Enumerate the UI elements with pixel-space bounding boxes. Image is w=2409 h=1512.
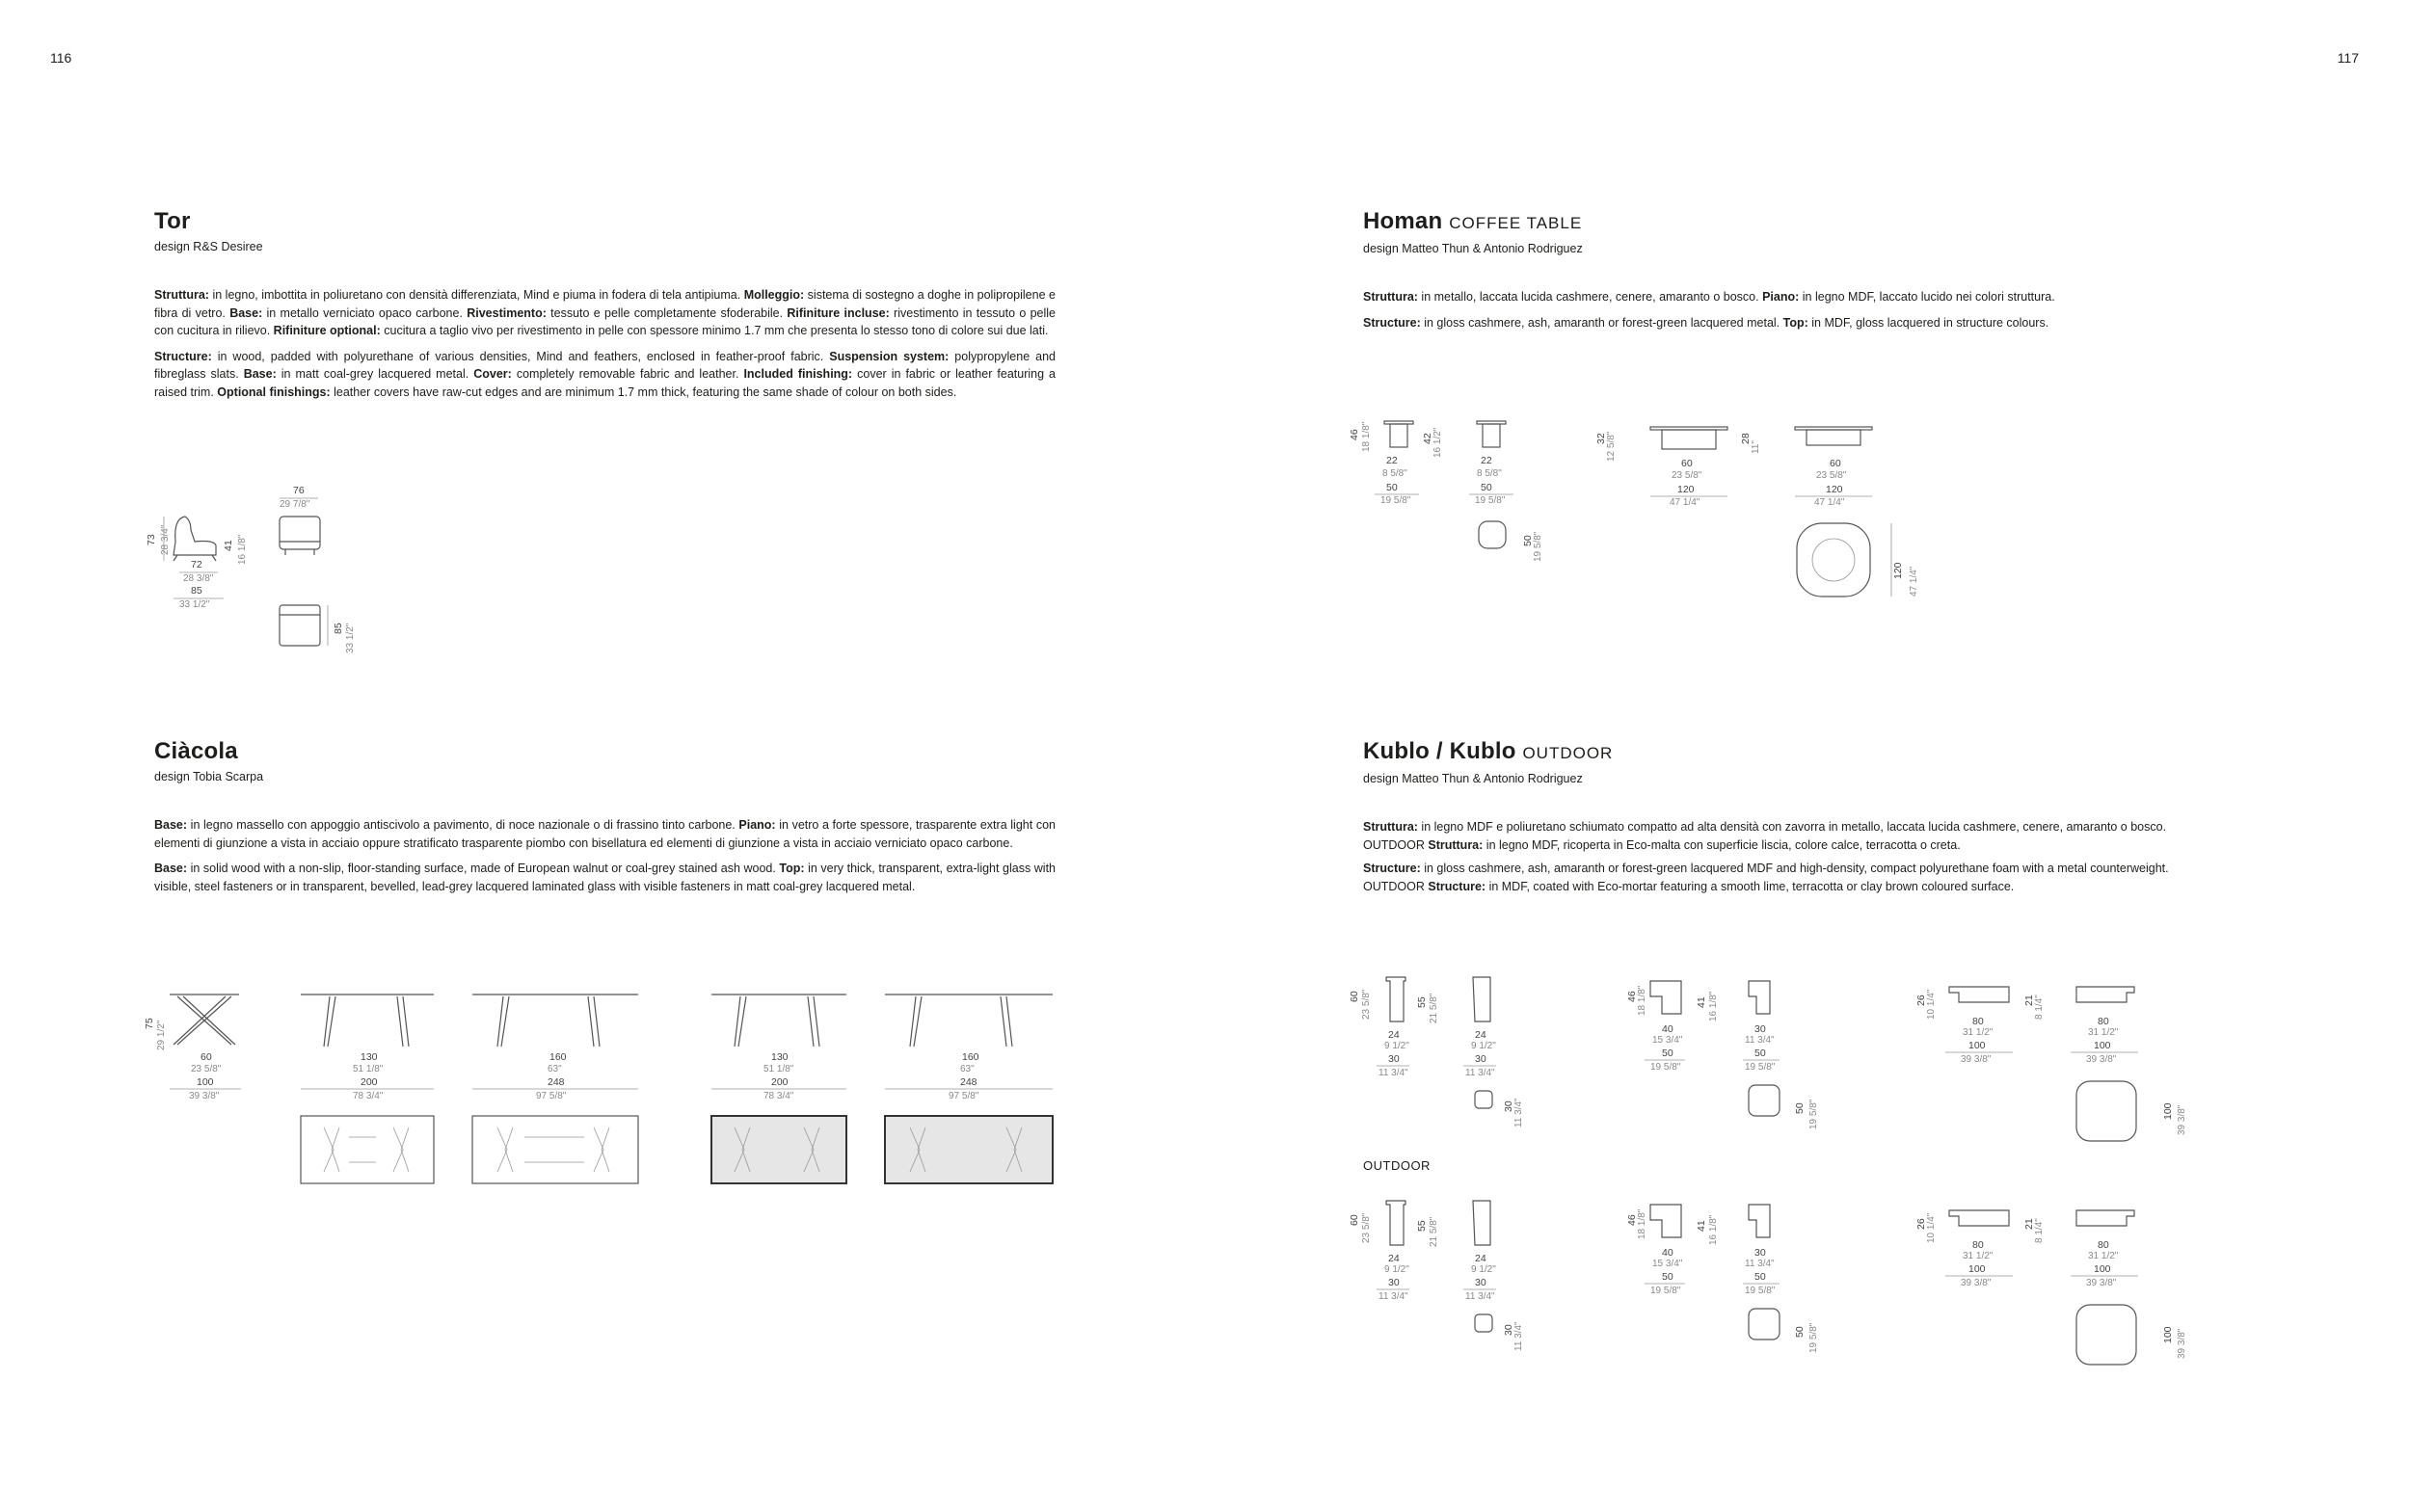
kublo-out-dim-h46-cm: 46 [1626,1214,1638,1226]
kublo-dim-d80-cm-a: 80 [1972,1016,1984,1027]
kublo-out-dim-d50-cm-c: 50 [1794,1326,1806,1338]
kublo-out-dim-d30-in-d: 11 3/4" [1745,1259,1775,1269]
homan-designer: design Matteo Thun & Antonio Rodriguez [1363,242,1583,255]
ciacola-dim-b-cm-2: 200 [771,1076,789,1088]
kublo-dim-d30-in-b: 11 3/4" [1465,1068,1495,1078]
kublo-coffee-side-2 [2076,987,2134,1002]
ciacola-dim-c-in-1: 63" [548,1064,562,1074]
tor-dim-front-cm: 76 [293,485,305,496]
tor-drawing [135,482,366,665]
kublo-out-dim-h46-in: 18 1/8" [1637,1208,1647,1239]
kublo-out-side-table-side [1650,1205,1681,1237]
kublo-out-dim-d100-in-c: 39 3/8" [2177,1328,2187,1359]
ciacola-dim-a-in-1: 51 1/8" [353,1064,384,1074]
kublo-dim-d50-in-b: 19 5/8" [1745,1062,1776,1073]
homan-dim-h28-cm: 28 [1740,433,1752,444]
kublo-out-dim-h41-in: 16 1/8" [1708,1214,1719,1245]
kublo-dim-d50-in-a: 19 5/8" [1650,1062,1681,1073]
kublo-out-dim-d50-in-c: 19 5/8" [1808,1322,1819,1353]
homan-dim-h42-in: 16 1/2" [1432,427,1443,458]
homan-subtitle: COFFEE TABLE [1449,214,1583,232]
kublo-out-dim-d50-in-a: 19 5/8" [1650,1286,1681,1296]
tor-top-view [280,605,320,646]
kublo-out-tall-top-view [1475,1314,1492,1332]
homan-dim-d60-cm-b: 60 [1830,458,1841,469]
kublo-out-dim-d100-cm-a: 100 [1968,1263,1986,1275]
homan-dim-d22-cm-a: 22 [1386,455,1398,466]
kublo-drawing-outdoor [1340,1195,2188,1388]
kublo-out-dim-d30-in-c: 11 3/4" [1513,1321,1524,1351]
kublo-dim-d30-cm-d: 30 [1754,1023,1766,1035]
ciacola-dim-c-cm-1: 160 [549,1051,567,1063]
ciacola-dim-s60-cm: 60 [201,1051,212,1063]
kublo-dim-d100-in-a: 39 3/8" [1961,1054,1992,1065]
ciacola-table-200-grey-plan [711,1116,846,1183]
tor-description-en: Structure: in wood, padded with polyurethane of various densities, Mind and feathers, enclosed in feather-proof fabric. Suspension system: polypropylene and fibreglass slats. Base: in matt coal-grey lacquered metal. Cover: completely removable fabric and leather. Included finishing: cover in fabric or leather featuring a raised trim. Optional finishings: leather covers have raw-cut edges and are minimum 1.7 mm thick, featuring the same shade of colour on both sides. [154,349,1057,399]
homan-dim-d60-in-b: 23 5/8" [1816,470,1847,481]
ciacola-table-248-grey-plan [885,1116,1053,1183]
kublo-out-dim-d80-in-b: 31 1/2" [2088,1251,2119,1261]
kublo-dim-d30-in-d: 11 3/4" [1745,1035,1775,1046]
homan-dim-d22-in-b: 8 5/8" [1477,468,1502,479]
kublo-out-dim-d50-in-b: 19 5/8" [1745,1286,1776,1296]
kublo-dim-h55-in: 21 5/8" [1429,993,1439,1023]
kublo-dim-d100-in-b: 39 3/8" [2086,1054,2117,1065]
homan-dim-d50-in-a: 19 5/8" [1380,495,1411,506]
kublo-dim-d40-cm-a: 40 [1662,1023,1673,1035]
kublo-out-dim-h55-cm: 55 [1416,1220,1428,1232]
kublo-dim-d24-cm-a: 24 [1388,1029,1400,1041]
kublo-description-it-outdoor: OUTDOOR Struttura: in legno MDF, ricoperta in Eco-malta con superficie liscia, colore calce, terracotta o creta. [1363,837,1961,852]
ciacola-dim-d-in-2: 97 5/8" [949,1091,979,1101]
kublo-subtitle: OUTDOOR [1522,744,1614,762]
ciacola-title: Ciàcola [154,738,238,764]
kublo-out-dim-h21-in: 8 1/4" [2034,1218,2045,1243]
ciacola-designer: design Tobia Scarpa [154,770,264,783]
kublo-title-name: Kublo / Kublo [1363,738,1516,764]
kublo-out-tall-side-2 [1473,1201,1490,1245]
kublo-drawing-indoor [1340,971,2188,1164]
homan-small-low-side [1483,424,1500,447]
kublo-dim-d30-in-c: 11 3/4" [1513,1098,1524,1127]
kublo-dim-d30-cm-c: 30 [1503,1101,1514,1112]
ciacola-drawing [135,983,1060,1195]
ciacola-table-248-plan [472,1116,638,1183]
kublo-out-dim-d24-in-b: 9 1/2" [1471,1264,1496,1275]
kublo-dim-h26-in: 10 1/4" [1926,989,1937,1020]
kublo-dim-d80-in-a: 31 1/2" [1963,1027,1994,1038]
homan-dim-d60-cm-a: 60 [1681,458,1693,469]
kublo-out-dim-h55-in: 21 5/8" [1429,1216,1439,1247]
kublo-dim-d24-in-a: 9 1/2" [1384,1041,1409,1051]
ciacola-dim-b-in-1: 78 3/4" [353,1091,384,1101]
kublo-tall-side [1386,977,1405,1021]
kublo-dim-d100-cm-b: 100 [2094,1040,2111,1051]
kublo-dim-d50-cm-c: 50 [1794,1102,1806,1114]
homan-large-top-view [1797,523,1870,597]
homan-dim-d50-in-c: 19 5/8" [1533,531,1543,562]
tor-dim-w2-cm: 85 [191,585,202,597]
tor-dim-seat-cm: 41 [223,540,234,551]
kublo-out-dim-h60-in: 23 5/8" [1361,1212,1372,1243]
kublo-dim-h21-in: 8 1/4" [2034,995,2045,1020]
tor-dim-w2-in: 33 1/2" [179,599,210,610]
kublo-description-it: Struttura: in legno MDF e poliuretano schiumato compatto ad alta densità con zavorra in metallo, laccata lucida cashmere, cenere, amaranto o bosco. [1363,820,2167,834]
homan-dim-h46-cm: 46 [1349,429,1360,440]
tor-designer: design R&S Desiree [154,240,263,253]
tor-dim-top-cm: 85 [333,623,344,634]
kublo-out-side-table-top-view [1749,1309,1780,1340]
ciacola-description-it: Base: in legno massello con appoggio antiscivolo a pavimento, di noce nazionale o di frassino tinto carbone. Piano: in vetro a forte spessore, trasparente extra light con elementi di giunzione a vista in acciaio oppure stratificato trasparente piombo con bisellatura ed elementi di giunzione a vista in acciaio verniciato opaco carbone. [154,818,1056,850]
homan-small-high-side [1390,424,1407,447]
ciacola-dim-d-cm-1: 248 [548,1076,565,1088]
kublo-title [1363,737,2264,768]
kublo-out-dim-d24-cm-b: 24 [1475,1253,1486,1264]
homan-description-en: Structure: in gloss cashmere, ash, amaranth or forest-green lacquered metal. Top: in MDF, gloss lacquered in structure colours. [1363,315,2049,330]
homan-title-name: Homan [1363,208,1443,234]
tor-dim-w1-in: 28 3/8" [183,573,214,584]
kublo-description-en: Structure: in gloss cashmere, ash, amaranth or forest-green lacquered MDF and high-density, compact polyurethane foam with a metal counterweight. [1363,862,2169,876]
ciacola-dim-b-in-2: 78 3/4" [763,1091,794,1101]
kublo-out-dim-d24-cm-a: 24 [1388,1253,1400,1264]
kublo-dim-d100-in-c: 39 3/8" [2177,1104,2187,1135]
page-number-right: 117 [2337,50,2359,66]
kublo-out-dim-d50-cm-a: 50 [1662,1271,1673,1283]
kublo-dim-d30-in-a: 11 3/4" [1378,1068,1408,1078]
kublo-out-dim-h41-cm: 41 [1696,1220,1707,1232]
homan-drawing [1340,410,1938,602]
homan-section [1363,207,2264,332]
kublo-dim-h41-cm: 41 [1696,996,1707,1008]
homan-dim-h42-cm: 42 [1422,433,1433,444]
homan-dim-d50-cm-b: 50 [1481,482,1492,493]
ciacola-dim-c-cm-2: 160 [962,1051,979,1063]
kublo-dim-h21-cm: 21 [2023,995,2035,1006]
tor-dim-w1-cm: 72 [191,559,202,570]
page-number-left: 116 [50,50,72,66]
ciacola-dim-s100-in: 39 3/8" [189,1091,220,1101]
kublo-out-dim-d30-in-a: 11 3/4" [1378,1291,1408,1302]
kublo-coffee-top-view [2076,1081,2136,1141]
homan-title [1363,207,2264,238]
kublo-out-coffee-top-view [2076,1305,2136,1365]
kublo-out-dim-d100-in-a: 39 3/8" [1961,1278,1992,1288]
ciacola-table-200-plan [301,1116,434,1183]
homan-dim-d120-in-b: 47 1/4" [1814,497,1845,508]
kublo-out-dim-h60-cm: 60 [1349,1214,1360,1226]
kublo-out-dim-d80-cm-a: 80 [1972,1239,1984,1251]
kublo-dim-d30-cm-a: 30 [1388,1053,1400,1065]
kublo-tall-top-view [1475,1091,1492,1108]
homan-dim-h28-in: 11" [1751,440,1761,454]
kublo-dim-d50-cm-a: 50 [1662,1048,1673,1059]
kublo-out-dim-d24-in-a: 9 1/2" [1384,1264,1409,1275]
ciacola-dim-h-in: 29 1/2" [156,1020,167,1050]
ciacola-dim-s100-cm: 100 [197,1076,214,1088]
ciacola-dim-d-cm-2: 248 [960,1076,977,1088]
kublo-dim-h60-cm: 60 [1349,991,1360,1002]
kublo-out-dim-d30-cm-a: 30 [1388,1277,1400,1288]
tor-side-view [174,517,216,555]
kublo-dim-d100-cm-a: 100 [1968,1040,1986,1051]
kublo-out-dim-d30-cm-d: 30 [1754,1247,1766,1259]
tor-front-view [280,517,320,549]
kublo-section [1363,737,2264,895]
homan-dim-d50-cm-c: 50 [1522,535,1534,546]
ciacola-dim-a-cm-1: 130 [361,1051,378,1063]
kublo-dim-h41-in: 16 1/8" [1708,991,1719,1021]
kublo-dim-d80-cm-b: 80 [2098,1016,2109,1027]
kublo-dim-h26-cm: 26 [1915,995,1927,1006]
kublo-dim-d24-in-b: 9 1/2" [1471,1041,1496,1051]
ciacola-dim-h-cm: 75 [144,1018,155,1029]
kublo-out-coffee-side [1949,1210,2009,1226]
homan-large-high-side [1662,430,1716,449]
tor-dim-h-in: 28 3/4" [160,524,171,555]
homan-large-low-side [1807,430,1860,445]
kublo-out-dim-d30-cm-b: 30 [1475,1277,1486,1288]
homan-dim-d60-in-a: 23 5/8" [1672,470,1702,481]
kublo-coffee-side [1949,987,2009,1002]
tor-dim-h-cm: 73 [146,534,157,545]
ciacola-x-base [174,996,235,1045]
homan-dim-d120-in-c: 47 1/4" [1909,566,1919,597]
kublo-out-dim-d100-cm-b: 100 [2094,1263,2111,1275]
kublo-side-table-side [1650,981,1681,1014]
tor-section [154,207,1056,402]
kublo-out-dim-d30-cm-c: 30 [1503,1324,1514,1336]
kublo-dim-h55-cm: 55 [1416,996,1428,1008]
kublo-out-dim-h21-cm: 21 [2023,1218,2035,1230]
kublo-dim-d24-cm-b: 24 [1475,1029,1486,1041]
kublo-designer: design Matteo Thun & Antonio Rodriguez [1363,772,1583,785]
kublo-dim-d30-cm-b: 30 [1475,1053,1486,1065]
kublo-out-dim-h26-in: 10 1/4" [1926,1212,1937,1243]
kublo-dim-d50-in-c: 19 5/8" [1808,1099,1819,1129]
homan-dim-d50-in-b: 19 5/8" [1475,495,1506,506]
kublo-tall-side-2 [1473,977,1490,1021]
kublo-out-dim-d100-cm-c: 100 [2162,1326,2174,1343]
kublo-dim-h46-in: 18 1/8" [1637,985,1647,1016]
homan-description-it: Struttura: in metallo, laccata lucida cashmere, cenere, amaranto o bosco. Piano: in legno MDF, laccato lucido nei colori struttura. [1363,290,2055,304]
homan-dim-d120-cm-b: 120 [1826,484,1843,495]
tor-dim-front-in: 29 7/8" [280,499,310,510]
homan-dim-d120-cm-c: 120 [1892,562,1904,579]
homan-dim-d120-cm-a: 120 [1677,484,1695,495]
kublo-out-dim-d40-in-a: 15 3/4" [1652,1259,1683,1269]
ciacola-dim-a-in-2: 51 1/8" [763,1064,794,1074]
kublo-dim-h46-cm: 46 [1626,991,1638,1002]
tor-description-it: Struttura: in legno, imbottita in poliuretano con densità differenziata, Mind e piuma in fodera di tela antipiuma. Molleggio: sistema di sostegno a doghe in polipropilene e fibra di vetro. Base: in metallo verniciato opaco carbone. Rivestimento: tessuto e pelle completamente sfoderabile. Rifiniture incluse: rivestimento in tessuto o pelle con cucitura in rilievo. Rifiniture optional: cucitura a taglio vivo per rivestimento in pelle con spessore minimo 1.7 mm che presenta lo stesso tono di colore sui due lati. [154,288,1056,338]
homan-dim-d22-cm-b: 22 [1481,455,1492,466]
ciacola-dim-c-in-2: 63" [960,1064,975,1074]
kublo-out-tall-side [1386,1201,1405,1245]
homan-dim-d120-in-a: 47 1/4" [1670,497,1700,508]
homan-dim-d22-in-a: 8 5/8" [1382,468,1407,479]
kublo-out-side-table-side-2 [1749,1205,1770,1237]
kublo-out-coffee-side-2 [2076,1210,2134,1226]
kublo-out-dim-h26-cm: 26 [1915,1218,1927,1230]
homan-small-top-view [1479,521,1506,548]
kublo-out-dim-d50-cm-b: 50 [1754,1271,1766,1283]
kublo-out-dim-d30-in-b: 11 3/4" [1465,1291,1495,1302]
ciacola-dim-b-cm-1: 200 [361,1076,378,1088]
kublo-outdoor-label: OUTDOOR [1363,1158,1431,1173]
homan-dim-h46-in: 18 1/8" [1361,421,1372,452]
tor-dim-top-in: 33 1/2" [345,623,356,653]
kublo-side-table-top-view [1749,1085,1780,1116]
ciacola-dim-s60-in: 23 5/8" [191,1064,222,1074]
ciacola-dim-d-in-1: 97 5/8" [536,1091,567,1101]
kublo-dim-d80-in-b: 31 1/2" [2088,1027,2119,1038]
ciacola-dim-a-cm-2: 130 [771,1051,789,1063]
tor-title: Tor [154,208,191,234]
kublo-out-dim-d100-in-b: 39 3/8" [2086,1278,2117,1288]
tor-dim-seat-in: 16 1/8" [237,534,248,565]
kublo-out-dim-d40-cm-a: 40 [1662,1247,1673,1259]
kublo-dim-d40-in-a: 15 3/4" [1652,1035,1683,1046]
ciacola-description-en: Base: in solid wood with a non-slip, floor-standing surface, made of European walnut or coal-grey stained ash wood. Top: in very thick, transparent, extra-light glass with visible, steel fasteners or in transparent, bevelled, lead-grey lacquered laminated glass with visible fasteners in matt coal-grey lacquered metal. [154,862,1056,893]
homan-dim-d50-cm-a: 50 [1386,482,1398,493]
kublo-out-dim-d80-cm-b: 80 [2098,1239,2109,1251]
ciacola-section [154,737,1056,895]
kublo-description-en-outdoor: OUTDOOR Structure: in MDF, coated with Eco-mortar featuring a smooth lime, terracotta or clay brown coloured surface. [1363,879,2015,893]
homan-dim-h32-cm: 32 [1595,433,1607,444]
homan-dim-h32-in: 12 5/8" [1606,431,1617,462]
kublo-dim-d100-cm-c: 100 [2162,1102,2174,1120]
kublo-dim-d50-cm-b: 50 [1754,1048,1766,1059]
kublo-dim-h60-in: 23 5/8" [1361,989,1372,1020]
kublo-side-table-side-2 [1749,981,1770,1014]
kublo-out-dim-d80-in-a: 31 1/2" [1963,1251,1994,1261]
